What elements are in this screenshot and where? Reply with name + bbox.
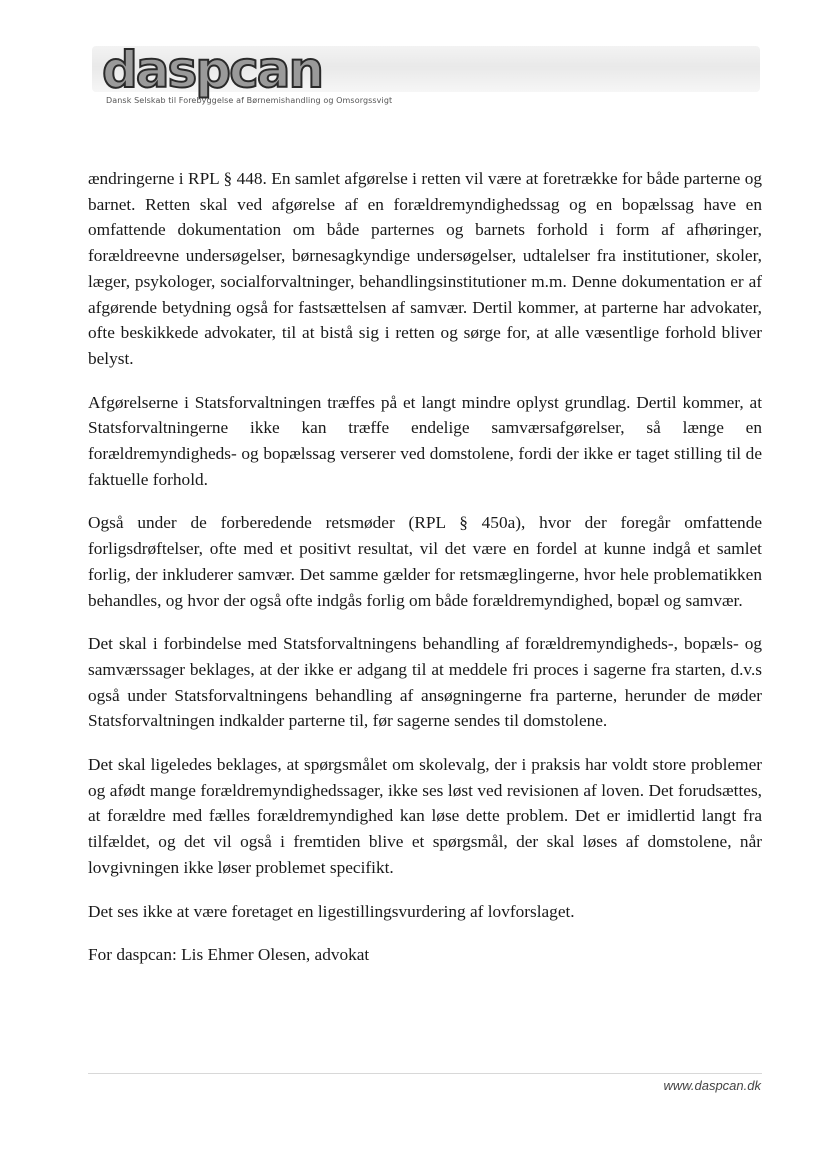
signature-line: For daspcan: Lis Ehmer Olesen, advokat [88, 945, 370, 965]
daspcan-logo: daspcan [102, 41, 323, 99]
closing-statement: Det ses ikke at være foretaget en ligestillingsvurdering af lovforslaget. [88, 901, 575, 921]
paragraph-2: Afgørelserne i Statsforvaltningen træffes på et langt mindre oplyst grundlag. Dertil kommer, at Statsforvaltningerne ikke kan træffe endelige samværsafgørelser, så længe en forældremyndigheds- og bopælssag verserer ved domstolene, fordi der ikke er taget stilling til de faktuelle forhold. [88, 392, 762, 489]
footer-website-link[interactable]: www.daspcan.dk [663, 1078, 761, 1093]
letter-body [88, 166, 762, 986]
paragraph-1: ændringerne i RPL § 448. En samlet afgørelse i retten vil være at foretrække for både parterne og barnet. Retten skal ved afgørelse af en forældremyndighedssag og en bopælssag have en omfattende dokumentation om både parternes og barnets forhold i form af afhøringer, forældreevne undersøgelser, børnesagkyndige undersøgelser, udtalelser fra institutioner, skoler, læger, psykologer, socialforvaltninger, behandlingsinstitutioner m.m. Denne dokumentation er af afgørende betydning også for fastsættelsen af samvær. Dertil kommer, at parterne har advokater, ofte beskikkede advokater, til at bistå sig i retten og sørge for, at alle væsentlige forhold bliver belyst. [88, 169, 762, 368]
paragraph-3: Også under de forberedende retsmøder (RPL § 450a), hvor der foregår omfattende forligsdrøftelser, ofte med et positivt resultat, vil det være en fordel at kunne indgå et samlet forlig, der inkluderer samvær. Det samme gælder for retsmæglingerne, hvor hele problematikken behandles, og hvor der også ofte indgås forlig om både forældremyndighed, bopæl og samvær. [88, 513, 762, 610]
paragraph-4: Det skal i forbindelse med Statsforvaltningens behandling af forældremyndigheds-, bopæls- og samværssager beklages, at der ikke er adgang til at meddele fri proces i sagerne fra starten, d.v.s også under Statsforvaltningens behandling af ansøgningerne fra parterne, herunder de møder Statsforvaltningen indkalder parterne til, før sagerne sendes til domstolene. [88, 634, 762, 731]
footer-divider [88, 1073, 762, 1074]
organization-tagline: Dansk Selskab til Forebyggelse af Børnemishandling og Omsorgssvigt [106, 96, 393, 105]
paragraph-5: Det skal ligeledes beklages, at spørgsmålet om skolevalg, der i praksis har voldt store problemer og afødt mange forældremyndighedssager, ikke ses løst ved revisionen af loven. Det forudsættes, at forældre med fælles forældremyndighed kan løse dette problem. Det er imidlertid langt fra tilfældet, og det vil også i fremtiden blive et spørgsmål, der skal løses af domstolene, når lovgivningen ikke løser problemet specifikt. [88, 755, 762, 877]
